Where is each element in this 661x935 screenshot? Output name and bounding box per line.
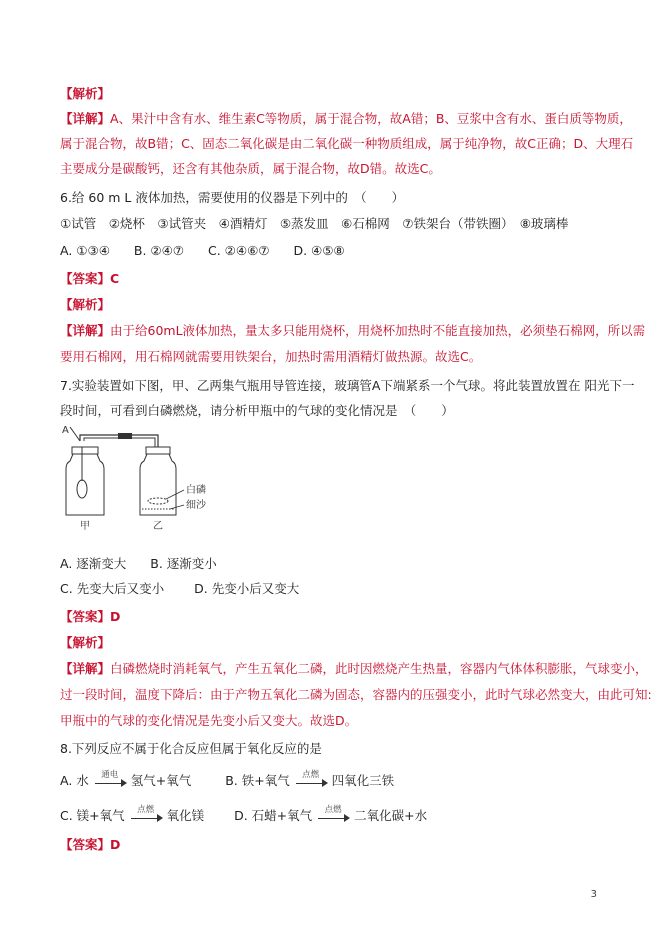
question-stem: 6.给 60 m L 液体加热，需要使用的仪器是下列中的 （ ）	[60, 190, 405, 205]
arrow-condition: 点燃	[137, 804, 155, 815]
detail-text: A、果汁中含有水、维生素C等物质，属于混合物，故A错；B、豆浆中含有水、蛋白质等物质，	[110, 111, 632, 126]
options-row	[60, 555, 217, 573]
label-sand: 细沙	[186, 500, 206, 511]
pointer-sand	[170, 505, 184, 509]
tube-a-tip	[70, 427, 80, 441]
analysis-tag: 【解析】	[60, 86, 111, 101]
option-a-reactant: A. 水	[60, 773, 89, 788]
question-stem: 段时间，可看到白磷燃烧，请分析甲瓶中的气球的变化情况是 （ ）	[60, 403, 454, 418]
option-c-products: 氧化镁	[166, 808, 205, 823]
reaction-arrow	[294, 769, 328, 789]
tube-clamp	[118, 433, 132, 439]
detail-line: 甲瓶中的气球的变化情况是先变小后又变大。故选D。	[60, 713, 358, 728]
white-phosphorus	[148, 498, 168, 504]
apparatus-diagram	[58, 423, 228, 535]
option-a-products: 氢气+氧气	[130, 773, 192, 788]
answer-tag: 【答案】D	[60, 609, 121, 624]
option-d: D. ④⑤⑧	[293, 243, 345, 258]
page-number: 3	[590, 889, 597, 900]
question-stem: 7.实验装置如下图，甲、乙两集气瓶用导管连接，玻璃管A下端紧系一个气球。将此装置放置在 阳光下一	[60, 378, 635, 393]
detail-line: 属于混合物，故B错；C、固态二氧化碳是由二氧化碳一种物质组成，属于纯净物，故C正确；D、大理石	[60, 136, 634, 151]
option-d: D. 先变小后又变大	[194, 581, 300, 596]
detail-line: 要用石棉网，用石棉网就需要用铁架台，加热时需用酒精灯做热源。故选C。	[60, 349, 482, 364]
label-jia: 甲	[80, 521, 90, 532]
option-a: A. ①③④	[60, 243, 110, 258]
bottle-yi	[140, 454, 176, 515]
option-c: C. 先变大后又变小	[60, 581, 165, 596]
balloon	[77, 480, 87, 498]
detail-tag: 【详解】	[60, 111, 111, 126]
options-row	[60, 580, 299, 598]
option-c-reactant: C. 镁+氧气	[60, 808, 125, 823]
detail-line	[60, 110, 632, 128]
options-row	[60, 769, 395, 790]
detail-line	[60, 322, 645, 340]
stopper-yi	[146, 447, 170, 454]
options-row	[60, 242, 345, 260]
stopper-jia	[72, 447, 98, 454]
options-row	[60, 804, 428, 825]
arrow-condition: 点燃	[302, 769, 320, 780]
option-b-reactant: B. 铁+氧气	[225, 773, 290, 788]
option-d-products: 二氧化碳+水	[354, 808, 428, 823]
question-stem: 8.下列反应不属于化合反应但属于氧化反应的是	[60, 741, 322, 756]
pointer-phosphorus	[166, 490, 184, 499]
option-c: C. ②④⑥⑦	[207, 243, 270, 258]
arrow-condition: 点燃	[324, 804, 342, 815]
option-a: A. 逐渐变大	[60, 556, 127, 571]
option-b: B. 逐渐变小	[150, 556, 217, 571]
reaction-arrow	[316, 804, 350, 824]
question-items: ①试管 ②烧杯 ③试管夹 ④酒精灯 ⑤蒸发皿 ⑥石棉网 ⑦铁架台（带铁圈） ⑧玻璃棒	[60, 216, 569, 231]
option-b-products: 四氧化三铁	[331, 773, 395, 788]
connecting-tube-inner	[84, 438, 155, 447]
option-d-reactant: D. 石蜡+氧气	[234, 808, 313, 823]
label-white-phosphorus: 白磷	[186, 485, 206, 496]
analysis-tag: 【解析】	[60, 297, 111, 312]
bottle-jia	[66, 454, 104, 515]
detail-text: 由于给60mL液体加热，量太多只能用烧杯，用烧杯加热时不能直接加热，必须垫石棉网，所以需	[110, 323, 646, 338]
analysis-tag: 【解析】	[60, 635, 111, 650]
reaction-arrow	[129, 804, 163, 824]
label-a: A	[62, 425, 69, 436]
label-yi: 乙	[153, 521, 163, 532]
detail-text: 白磷燃烧时消耗氧气，产生五氧化二磷，此时因燃烧产生热量，容器内气体体积膨胀，气球变小，	[110, 661, 648, 676]
arrow-condition: 通电	[101, 769, 119, 780]
detail-tag: 【详解】	[60, 323, 111, 338]
detail-line: 主要成分是碳酸钙，还含有其他杂质，属于混合物，故D错。故选C。	[60, 161, 441, 176]
reaction-arrow	[93, 769, 127, 789]
answer-tag: 【答案】C	[60, 271, 120, 286]
detail-line: 过一段时间，温度下降后：由于产物五氧化二磷为固态，容器内的压强变小，此时气球必然变大，由此可知:	[60, 687, 652, 702]
detail-tag: 【详解】	[60, 661, 111, 676]
detail-line	[60, 660, 648, 678]
option-b: B. ②④⑦	[133, 243, 185, 258]
answer-tag: 【答案】D	[60, 837, 121, 852]
